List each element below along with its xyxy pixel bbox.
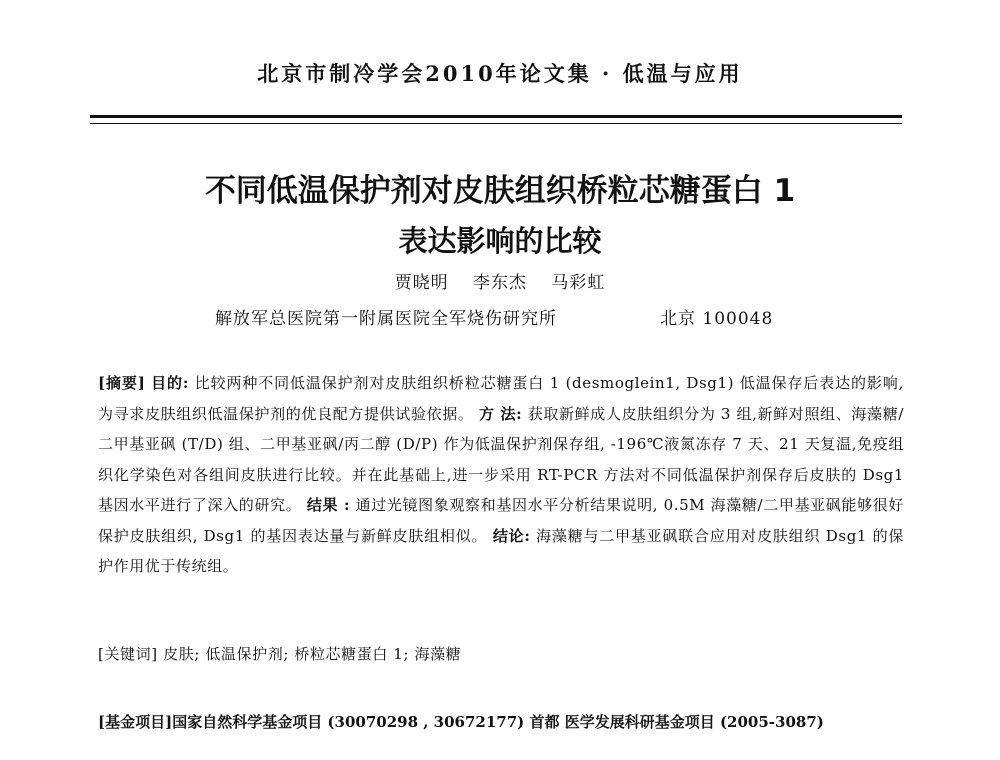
affiliation-institution: 解放军总医院第一附属医院全军烧伤研究所 xyxy=(215,309,557,329)
methods-text: 获取新鲜成人皮肤组织分为 3 组,新鲜对照组、海藻糖/二甲基亚砜 (T/D) 组、二甲基亚砜/丙二醇 (D/P) 作为低温保护剂保存组, -196℃液氮冻存 7 天、21 天复温,免疫组织化学染色对各组间皮肤进行比较。并在此基础上,进一步采用 RT-PCR 方法对不同低温保护剂保存后皮肤的 Dsg1 基因水平进行了深入的研究。 xyxy=(98,404,904,514)
paper-title-line-2: 表达影响的比较 xyxy=(398,224,602,258)
results-label: 结果 : xyxy=(306,496,351,514)
keywords xyxy=(98,643,904,664)
methods-label: 方 法: xyxy=(478,404,523,423)
paper-title-line-1: 不同低温保护剂对皮肤组织桥粒芯糖蛋白 1 xyxy=(204,173,796,209)
conclusion-text: 海藻糖与二甲基亚砜联合应用对皮肤组织 Dsg1 的保护作用优于传统组。 xyxy=(98,526,904,575)
header-rule-thick xyxy=(90,115,902,118)
keywords-label: [关键词] xyxy=(98,645,158,663)
header-rule-thin xyxy=(90,123,902,124)
author-list: 贾晓明 李东杰 马彩虹 xyxy=(394,273,606,293)
objective-label: 目的: xyxy=(151,374,190,392)
keywords-text: 皮肤; 低温保护剂; 桥粒芯糖蛋白 1; 海藻糖 xyxy=(163,645,462,663)
affiliation xyxy=(215,304,815,329)
abstract-label: [摘要] xyxy=(98,374,146,392)
abstract xyxy=(98,368,904,582)
affiliation-location: 北京 100048 xyxy=(660,309,774,329)
funding-note: [基金项目]国家自然科学基金项目 (30070298 , 30672177) 首都 医学发展科研基金项目 (2005-3087) xyxy=(98,713,824,731)
running-header: 北京市制冷学会2010年论文集 · 低温与应用 xyxy=(257,61,743,86)
conclusion-label: 结论: xyxy=(492,526,531,545)
objective-text: 比较两种不同低温保护剂对皮肤组织桥粒芯糖蛋白 1 (desmoglein1, Dsg1) 低温保存后表达的影响,为寻求皮肤组织低温保护剂的优良配方提供试验依据。 xyxy=(98,374,904,423)
results-text: 通过光镜图象观察和基因水平分析结果说明, 0.5M 海藻糖/二甲基亚砜能够很好保护皮肤组织, Dsg1 的基因表达量与新鲜皮肤组相似。 xyxy=(98,496,904,545)
